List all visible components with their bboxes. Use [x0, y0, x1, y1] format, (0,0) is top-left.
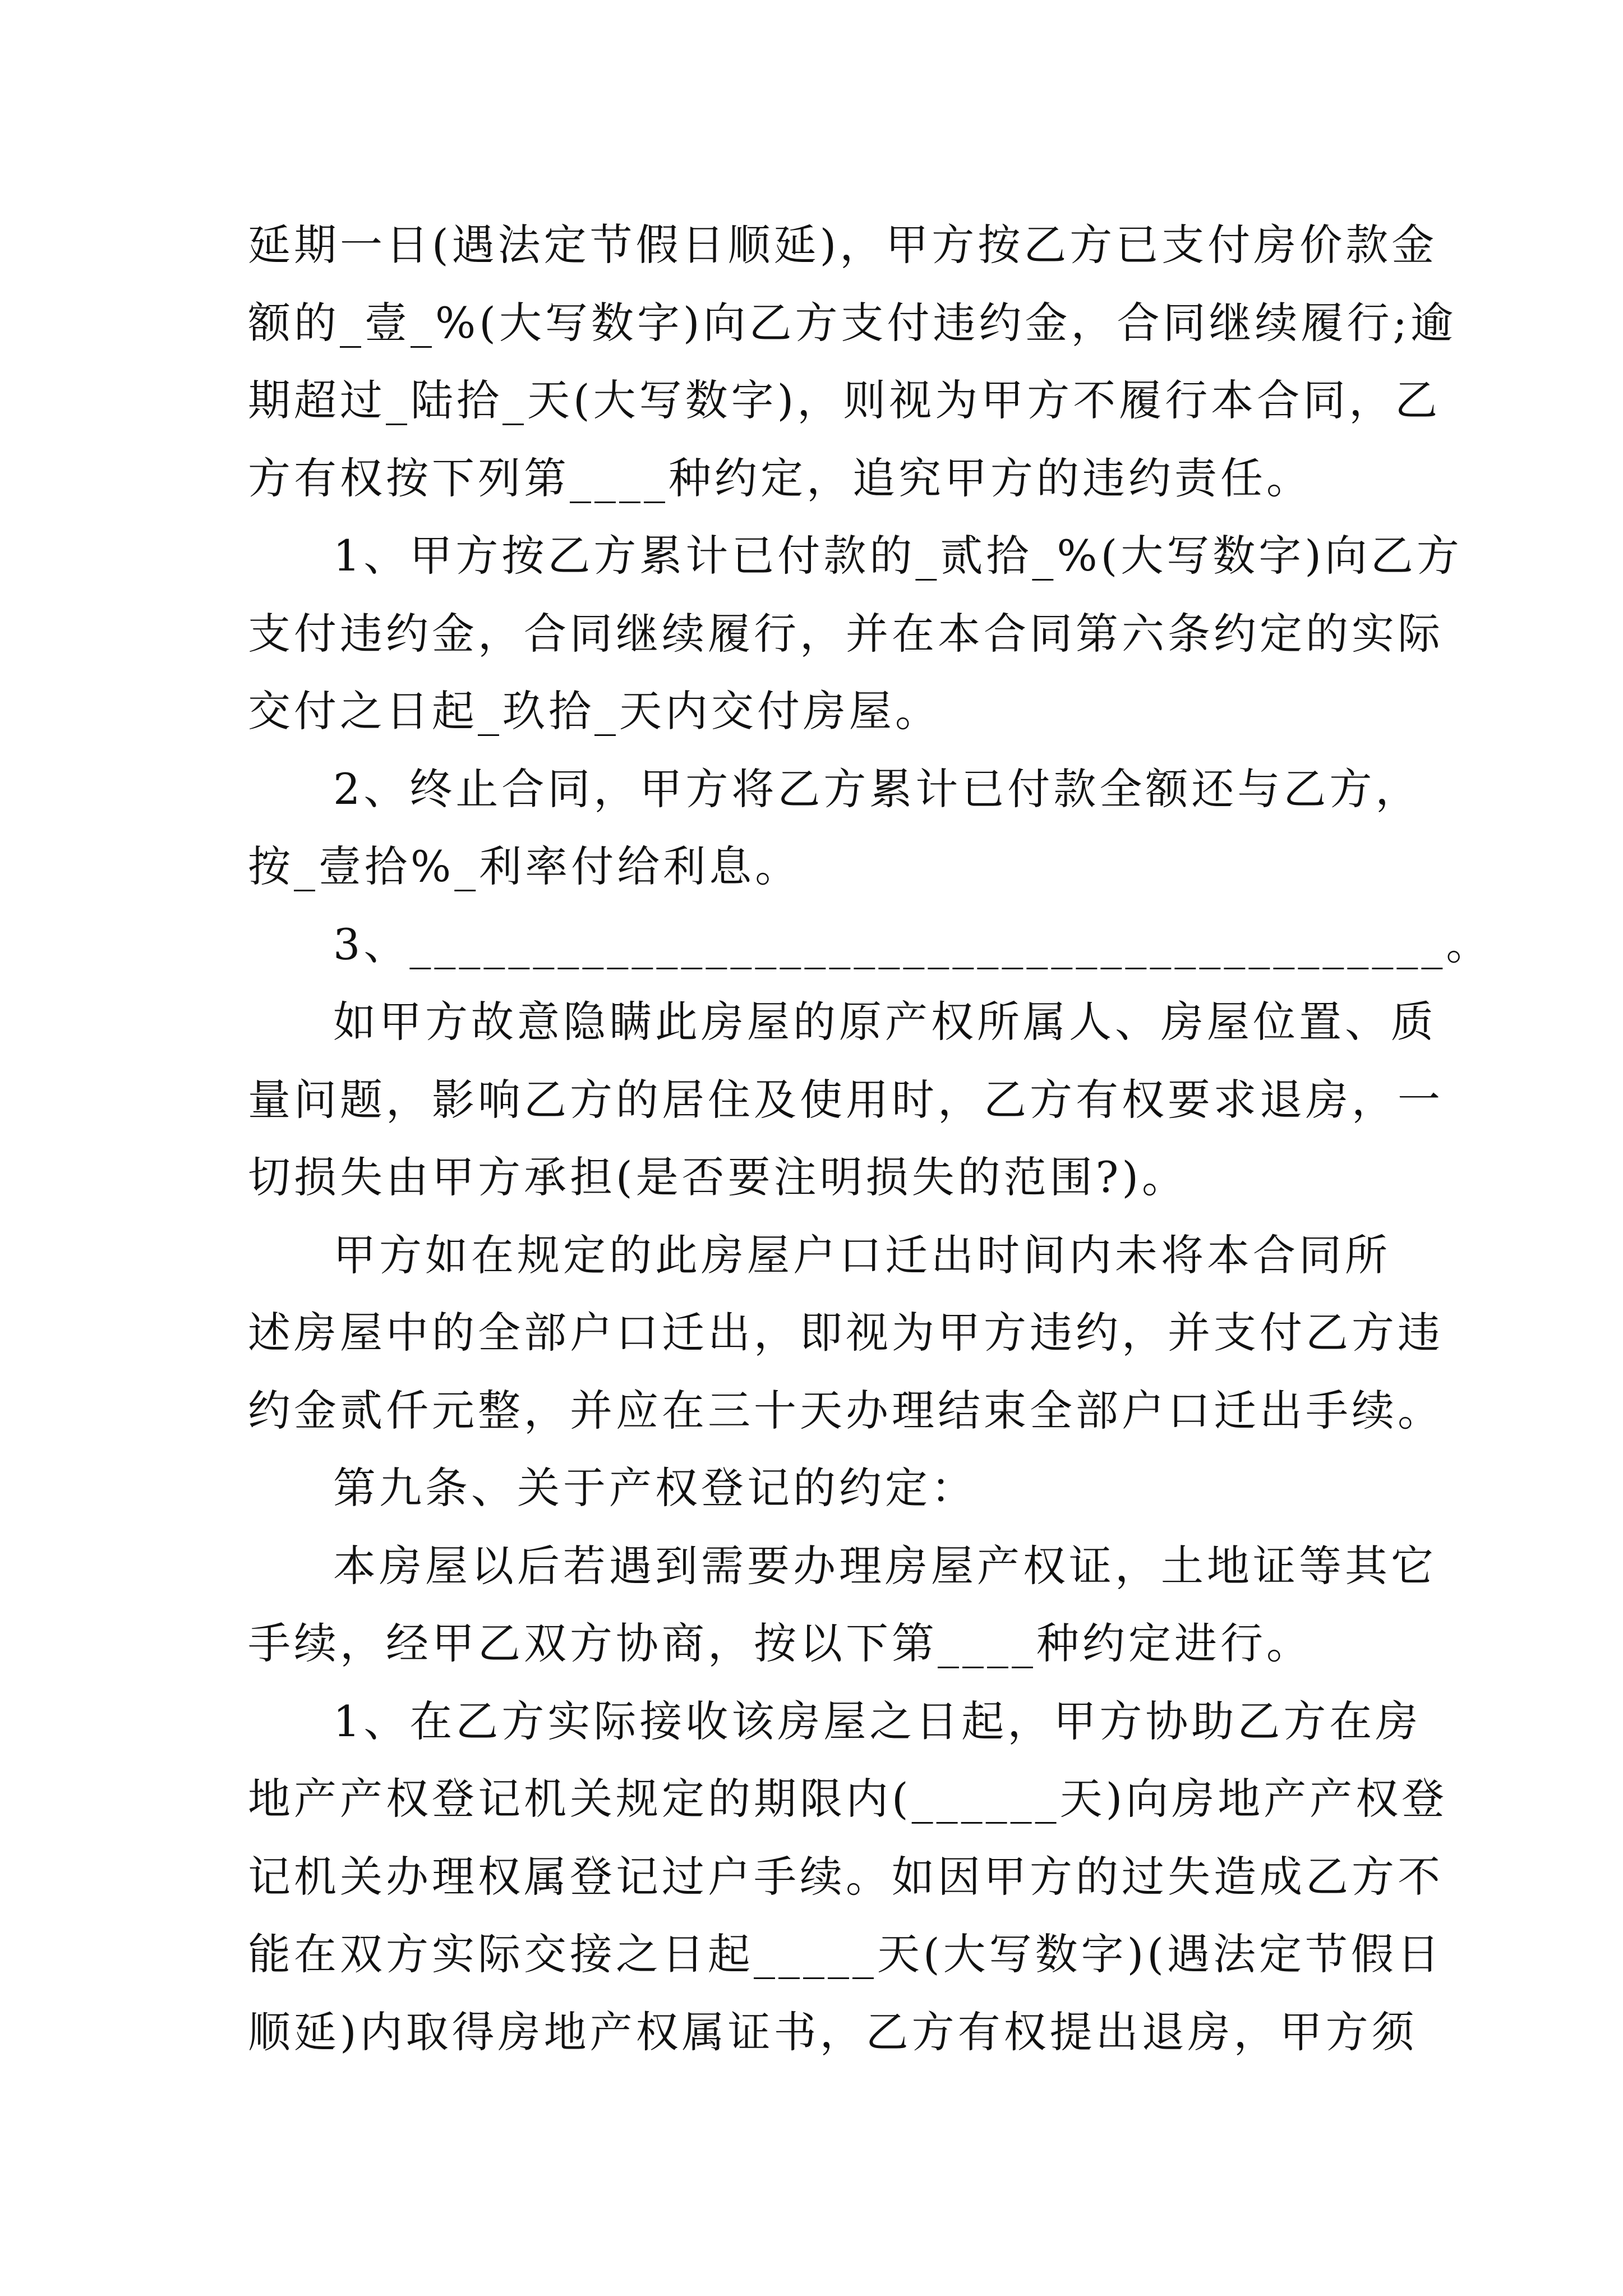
document-body	[248, 206, 1492, 2071]
text-line: 方有权按下列第____种约定，追究甲方的违约责任。	[248, 453, 1312, 503]
text-line: 3、__________________________________________。	[333, 919, 1492, 969]
text-line: 手续，经甲乙双方协商，按以下第____种约定进行。	[248, 1618, 1312, 1668]
text-line: 期超过_陆拾_天(大写数字)，则视为甲方不履行本合同，乙	[248, 375, 1441, 425]
text-line: 甲方如在规定的此房屋户口迁出时间内未将本合同所	[333, 1230, 1391, 1280]
text-line: 延期一日(遇法定节假日顺延)，甲方按乙方已支付房价款金	[248, 220, 1438, 270]
text-line: 量问题，影响乙方的居住及使用时，乙方有权要求退房，一	[248, 1074, 1444, 1125]
text-line: 2、终止合同，甲方将乙方累计已付款全额还与乙方，	[333, 763, 1422, 814]
text-line: 能在双方实际交接之日起_____天(大写数字)(遇法定节假日	[248, 1929, 1443, 1979]
text-line: 切损失由甲方承担(是否要注明损失的范围?)。	[248, 1152, 1188, 1202]
text-line: 交付之日起_玖拾_天内交付房屋。	[248, 686, 941, 736]
text-line: 1、在乙方实际接收该房屋之日起，甲方协助乙方在房	[333, 1696, 1422, 1746]
text-line: 如甲方故意隐瞒此房屋的原产权所属人、房屋位置、质	[333, 997, 1437, 1047]
text-line: 本房屋以后若遇到需要办理房屋产权证，土地证等其它	[333, 1540, 1437, 1591]
text-line: 约金贰仟元整，并应在三十天办理结束全部户口迁出手续。	[248, 1385, 1444, 1435]
text-line: 顺延)内取得房地产权属证书，乙方有权提出退房，甲方须	[248, 2007, 1418, 2057]
section-heading: 第九条、关于产权登记的约定：	[333, 1463, 977, 1513]
text-line: 述房屋中的全部户口迁出，即视为甲方违约，并支付乙方违	[248, 1308, 1444, 1358]
text-line: 地产产权登记机关规定的期限内(______天)向房地产产权登	[248, 1774, 1448, 1824]
text-line: 支付违约金，合同继续履行，并在本合同第六条约定的实际	[248, 608, 1444, 659]
text-line: 按_壹拾%_利率付给利息。	[248, 841, 801, 891]
text-line: 记机关办理权属登记过户手续。如因甲方的过失造成乙方不	[248, 1851, 1444, 1902]
text-line: 额的_壹_%(大写数字)向乙方支付违约金，合同继续履行;逾	[248, 297, 1457, 348]
text-line: 1、甲方按乙方累计已付款的_贰拾_%(大写数字)向乙方	[333, 531, 1463, 581]
